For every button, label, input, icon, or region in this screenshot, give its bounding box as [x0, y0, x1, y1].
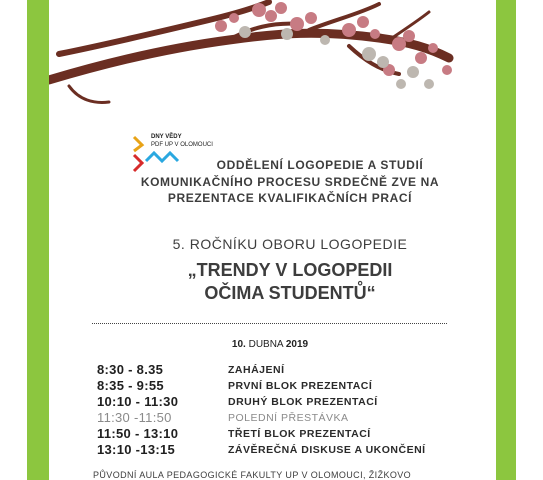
schedule-label: ZÁVĚREČNÁ DISKUSE A UKONČENÍ — [228, 444, 426, 456]
green-frame-left — [27, 0, 49, 480]
schedule-time: 11:30 -11:50 — [97, 410, 172, 425]
organizer-line-2: KOMUNIKAČNÍHO PROCESU SRDEČNĚ ZVE NA — [140, 175, 440, 189]
schedule-label: ZAHÁJENÍ — [228, 364, 285, 376]
schedule-label: POLEDNÍ PŘESTÁVKA — [228, 412, 349, 424]
event-date — [100, 339, 440, 350]
blossom-branch-illustration — [49, 0, 496, 112]
logo-caption — [151, 133, 213, 149]
schedule-time: 10:10 - 11:30 — [97, 394, 179, 409]
venue-text: PŮVODNÍ AULA PEDAGOGICKÉ FAKULTY UP V OLOMOUCI, ŽIŽKOVO — [93, 470, 412, 480]
dotted-divider — [92, 323, 447, 324]
subtitle: 5. ROČNÍKU OBORU LOGOPEDIE — [172, 236, 408, 252]
organizer-line-3: PREZENTACE KVALIFIKAČNÍCH PRACÍ — [167, 191, 413, 205]
logo-subtitle: PDF UP V OLOMOUCI — [151, 142, 213, 148]
date-day: 10. — [231, 339, 246, 350]
schedule-label: TŘETÍ BLOK PREZENTACÍ — [228, 428, 371, 440]
schedule-label: PRVNÍ BLOK PREZENTACÍ — [228, 380, 373, 392]
event-title-line-2: OČIMA STUDENTŮ“ — [204, 283, 376, 303]
organizer-line-1: ODDĚLENÍ LOGOPEDIE A STUDIÍ — [216, 158, 424, 172]
date-year: 2019 — [285, 339, 309, 350]
event-title-line-1: „TRENDY V LOGOPEDII — [187, 260, 393, 280]
green-frame-right — [496, 0, 516, 480]
schedule-label: DRUHÝ BLOK PREZENTACÍ — [228, 396, 378, 408]
schedule-time: 13:10 -13:15 — [97, 442, 176, 457]
schedule-time: 11:50 - 13:10 — [97, 426, 179, 441]
schedule-time: 8:35 - 9:55 — [97, 378, 164, 393]
logo-title: DNY VĚDY — [151, 134, 182, 140]
schedule-time: 8:30 - 8.35 — [97, 362, 164, 377]
date-month: DUBNA — [248, 339, 284, 350]
